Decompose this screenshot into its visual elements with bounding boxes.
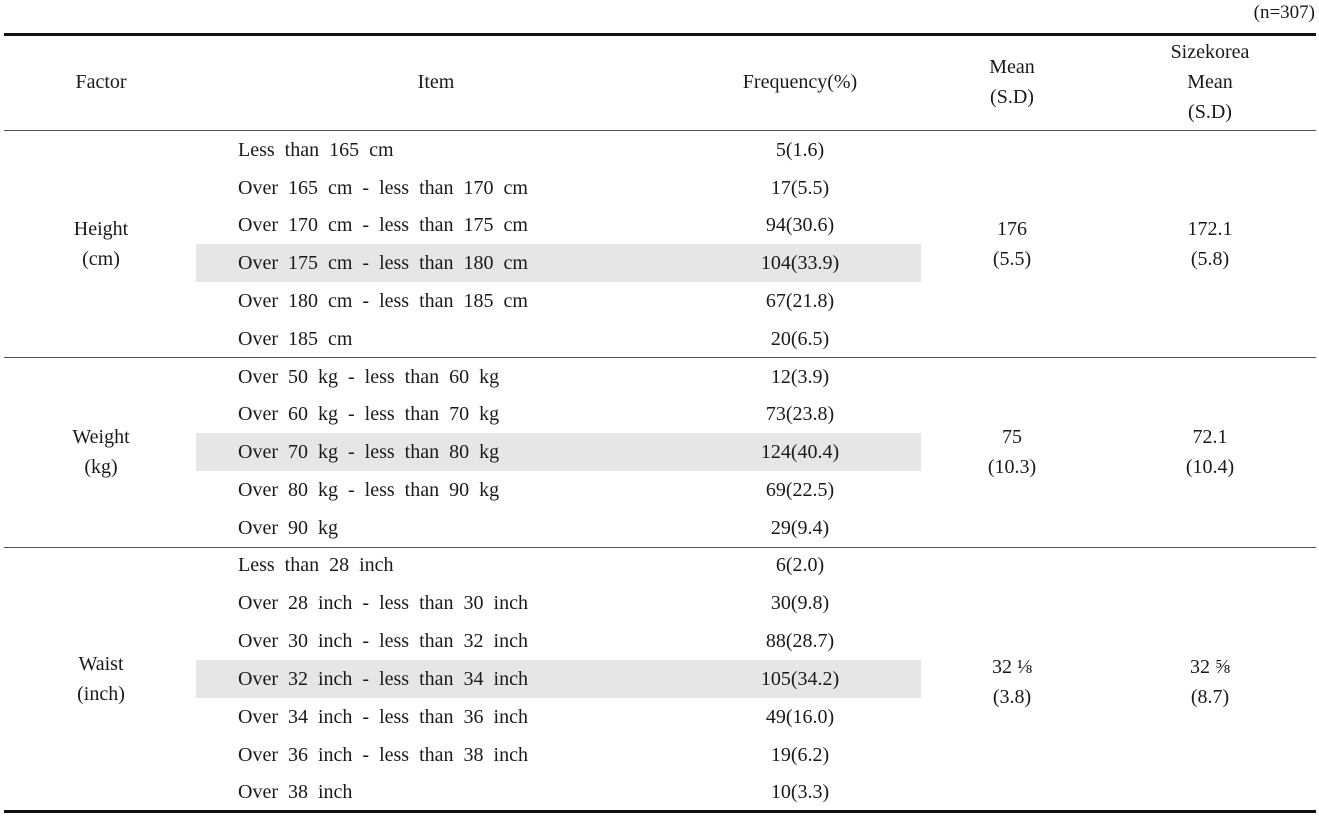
frequency-value: 20(6.5) xyxy=(770,328,830,350)
header-sizekorea xyxy=(1110,37,1310,127)
item-label: Over 28 inch - less than 30 inch xyxy=(238,592,528,614)
factor-waist-name: Waist xyxy=(78,653,124,675)
item-label: Over 50 kg - less than 60 kg xyxy=(238,366,500,388)
item-label: Over 170 cm - less than 175 cm xyxy=(238,214,528,236)
factor-waist-unit: (inch) xyxy=(77,683,125,705)
height-sizekorea-sd: (5.8) xyxy=(1190,248,1230,270)
item-label: Over 34 inch - less than 36 inch xyxy=(238,706,528,728)
frequency-value: 29(9.4) xyxy=(770,517,830,539)
item-label: Less than 28 inch xyxy=(238,554,394,576)
frequency-value: 19(6.2) xyxy=(770,744,830,766)
header-sizekorea-line3: (S.D) xyxy=(1188,101,1232,123)
table-row xyxy=(0,546,1319,584)
factor-weight-unit: (kg) xyxy=(84,456,118,478)
item-label: Less than 165 cm xyxy=(238,139,394,161)
table-row-highlighted xyxy=(0,433,1319,471)
factor-height-name: Height xyxy=(73,218,129,240)
header-sizekorea-line2: Mean xyxy=(1187,71,1233,93)
item-label: Over 36 inch - less than 38 inch xyxy=(238,744,528,766)
weight-sizekorea-sd: (10.4) xyxy=(1185,456,1235,478)
table-row xyxy=(0,131,1319,169)
item-label: Over 60 kg - less than 70 kg xyxy=(238,403,500,425)
table-row xyxy=(0,584,1319,622)
height-sizekorea-mean: 172.1 xyxy=(1187,218,1233,240)
item-label: Over 90 kg xyxy=(238,517,338,539)
header-mean-line2: (S.D) xyxy=(990,86,1034,108)
frequency-value: 67(21.8) xyxy=(765,290,835,312)
item-label: Over 185 cm xyxy=(238,328,353,350)
table-row xyxy=(0,395,1319,433)
table-top-rule xyxy=(4,33,1316,36)
frequency-value: 124(40.4) xyxy=(760,441,840,463)
table-row xyxy=(0,320,1319,358)
item-label: Over 180 cm - less than 185 cm xyxy=(238,290,528,312)
item-label: Over 175 cm - less than 180 cm xyxy=(238,252,528,274)
weight-mean-sd: (10.3) xyxy=(987,456,1037,478)
header-sizekorea-line1: Sizekorea xyxy=(1170,41,1250,63)
waist-sizekorea-sd: (8.7) xyxy=(1190,686,1230,708)
frequency-value: 104(33.9) xyxy=(760,252,840,274)
frequency-value: 49(16.0) xyxy=(765,706,835,728)
table-row-highlighted xyxy=(0,660,1319,698)
table-row xyxy=(0,282,1319,320)
frequency-value: 69(22.5) xyxy=(765,479,835,501)
frequency-value: 10(3.3) xyxy=(770,781,830,803)
frequency-value: 94(30.6) xyxy=(765,214,835,236)
frequency-value: 73(23.8) xyxy=(765,403,835,425)
item-label: Over 32 inch - less than 34 inch xyxy=(238,668,528,690)
waist-sizekorea-mean: 32 ⅝ xyxy=(1190,656,1230,678)
item-label: Over 80 kg - less than 90 kg xyxy=(238,479,500,501)
header-mean-line1: Mean xyxy=(989,56,1035,78)
weight-sizekorea-mean: 72.1 xyxy=(1192,426,1228,448)
header-mean xyxy=(912,52,1112,112)
header-frequency: Frequency(%) xyxy=(742,71,858,93)
height-mean-sd: (5.5) xyxy=(992,248,1032,270)
height-mean-value: 176 xyxy=(997,218,1027,240)
item-label: Over 38 inch xyxy=(238,781,353,803)
frequency-value: 5(1.6) xyxy=(775,139,825,161)
factor-weight-name: Weight xyxy=(72,426,130,448)
table-row xyxy=(0,358,1319,396)
table-row xyxy=(0,509,1319,547)
item-label: Over 70 kg - less than 80 kg xyxy=(238,441,500,463)
waist-mean-sd: (3.8) xyxy=(992,686,1032,708)
header-factor: Factor xyxy=(75,71,127,93)
table-row xyxy=(0,698,1319,736)
waist-mean-value: 32 ⅛ xyxy=(992,656,1032,678)
frequency-value: 88(28.7) xyxy=(765,630,835,652)
frequency-value: 17(5.5) xyxy=(770,177,830,199)
frequency-value: 30(9.8) xyxy=(770,592,830,614)
frequency-value: 105(34.2) xyxy=(760,668,840,690)
frequency-value: 6(2.0) xyxy=(775,554,825,576)
table-bottom-rule xyxy=(4,810,1316,813)
weight-mean-value: 75 xyxy=(1002,426,1022,448)
frequency-value: 12(3.9) xyxy=(770,366,830,388)
sample-size-note: (n=307) xyxy=(1253,2,1315,23)
header-item: Item xyxy=(417,71,455,93)
table-row xyxy=(0,206,1319,244)
table-row xyxy=(0,622,1319,660)
item-label: Over 165 cm - less than 170 cm xyxy=(238,177,528,199)
table-row xyxy=(0,773,1319,811)
table-row xyxy=(0,736,1319,774)
table-row xyxy=(0,471,1319,509)
table-row-highlighted xyxy=(0,244,1319,282)
table-row xyxy=(0,169,1319,207)
factor-height-unit: (cm) xyxy=(82,248,120,270)
item-label: Over 30 inch - less than 32 inch xyxy=(238,630,528,652)
